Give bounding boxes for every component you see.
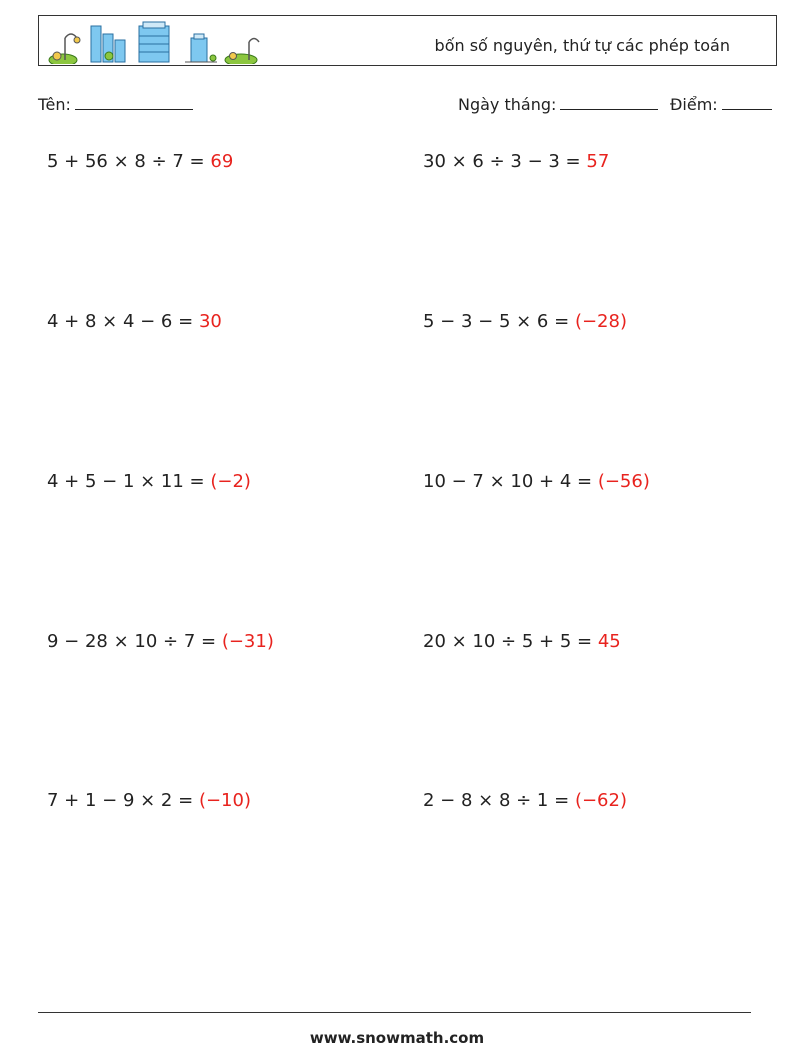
problem-answer: 30: [198, 311, 222, 332]
problem-answer: (−2): [210, 471, 251, 492]
problem-4: [423, 311, 627, 332]
name-blank[interactable]: [75, 93, 193, 110]
problem-expression: 2 − 8 × 8 ÷ 1 =: [423, 790, 570, 811]
problem-answer: (−10): [198, 790, 251, 811]
problem-expression: 4 + 8 × 4 − 6 =: [47, 311, 194, 332]
name-field: [38, 93, 193, 114]
problem-7: [47, 631, 274, 652]
name-label: Tên:: [38, 95, 71, 114]
problem-6: [423, 471, 650, 492]
worksheet-title: bốn số nguyên, thứ tự các phép toán: [434, 36, 730, 55]
problem-answer: (−56): [597, 471, 650, 492]
date-label: Ngày tháng:: [458, 95, 557, 114]
problem-answer: (−62): [574, 790, 627, 811]
problem-answer: 57: [586, 151, 610, 172]
problem-expression: 10 − 7 × 10 + 4 =: [423, 471, 593, 492]
problem-expression: 30 × 6 ÷ 3 − 3 =: [423, 151, 581, 172]
score-field: [670, 93, 772, 114]
problem-10: [423, 790, 627, 811]
score-blank[interactable]: [722, 93, 772, 110]
problem-5: [47, 471, 251, 492]
problem-expression: 5 − 3 − 5 × 6 =: [423, 311, 570, 332]
problem-8: [423, 631, 621, 652]
footer-url[interactable]: www.snowmath.com: [309, 1029, 485, 1047]
problem-expression: 20 × 10 ÷ 5 + 5 =: [423, 631, 593, 652]
problem-answer: 45: [597, 631, 621, 652]
problem-9: [47, 790, 251, 811]
problem-2: [423, 151, 609, 172]
footer-divider: [38, 1012, 751, 1013]
problem-expression: 5 + 56 × 8 ÷ 7 =: [47, 151, 205, 172]
problem-3: [47, 311, 222, 332]
problem-expression: 4 + 5 − 1 × 11 =: [47, 471, 205, 492]
problem-answer: 69: [210, 151, 234, 172]
problem-answer: (−31): [221, 631, 274, 652]
date-blank[interactable]: [560, 93, 658, 110]
problem-1: [47, 151, 233, 172]
problem-expression: 9 − 28 × 10 ÷ 7 =: [47, 631, 217, 652]
date-field: [458, 93, 658, 114]
city-illustration-icon: [45, 20, 265, 64]
header-box: [38, 15, 777, 66]
problem-answer: (−28): [574, 311, 627, 332]
problem-expression: 7 + 1 − 9 × 2 =: [47, 790, 194, 811]
score-label: Điểm:: [670, 95, 718, 114]
